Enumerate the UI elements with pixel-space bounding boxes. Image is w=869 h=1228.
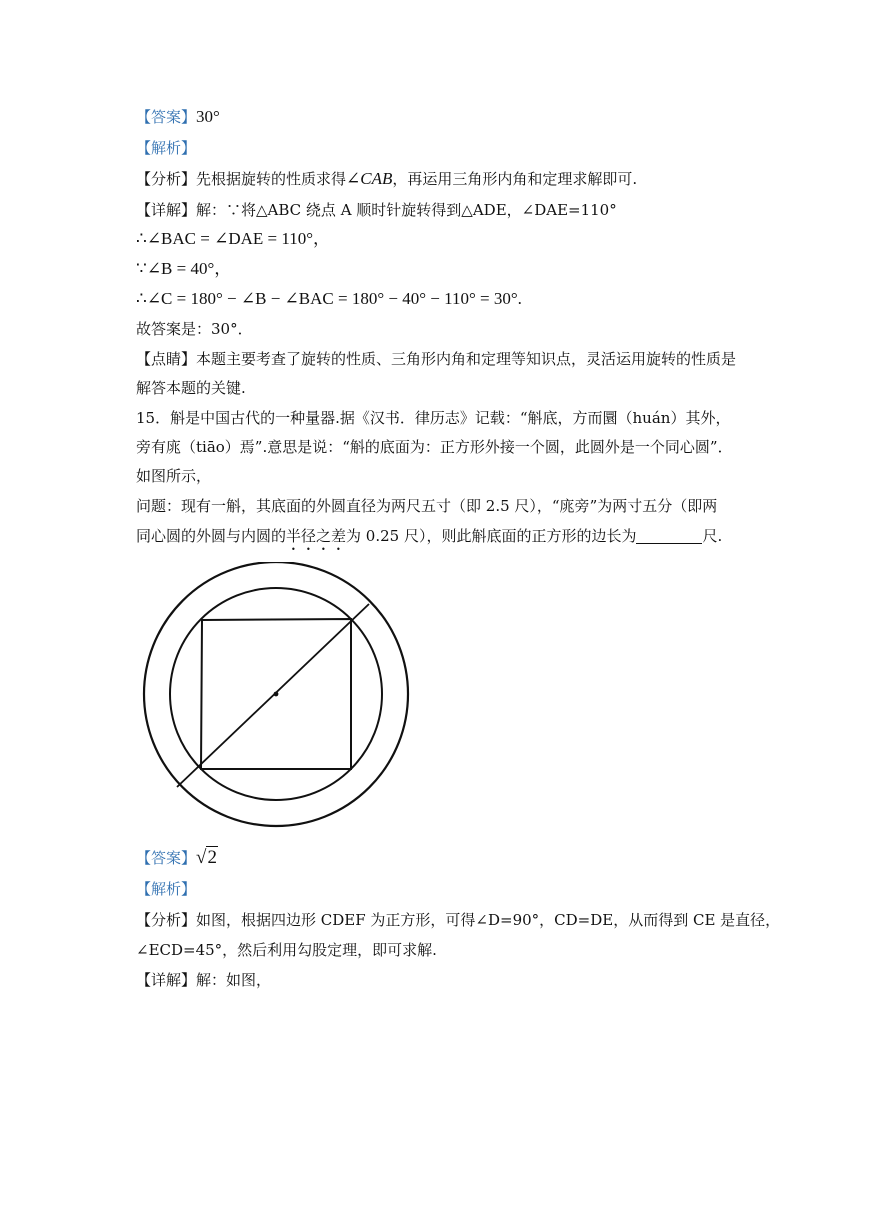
answer2-tag: 【答案】 [136, 849, 197, 867]
fenxi-2 [136, 909, 780, 931]
answer-value: 30° [196, 107, 220, 126]
q15-line5-emph: 半径之差 [286, 527, 347, 545]
step-3: ∴∠C = 180° − ∠B − ∠BAC = 180° − 40° − 110° = 30°. [136, 289, 522, 308]
fenxi2-tag: 【分析】 [136, 911, 197, 929]
analysis2-tag: 【解析】 [136, 880, 197, 898]
diagonal-line [177, 604, 369, 787]
answer-1 [136, 106, 220, 128]
xiangjie2-text: 解：如图， [196, 971, 272, 989]
fenxi2-text-a: 如图，根据四边形 CDEF 为正方形，可得∠D=90°，CD=DE，从而得到 CE 是直径， [196, 911, 781, 929]
q15-line4: 问题：现有一斛，其底面的外圆直径为两尺五寸（即 2.5 尺），“庣旁”为两寸五分（即两 [136, 497, 718, 515]
xiangjie-tag: 【详解】 [136, 201, 197, 219]
fenxi-tag: 【分析】 [136, 170, 197, 188]
analysis-2 [136, 878, 196, 900]
xiangjie-2 [136, 969, 271, 991]
xiangjie2-tag: 【详解】 [136, 971, 197, 989]
step-1: ∴∠BAC = ∠DAE = 110°， [136, 229, 331, 248]
step-2: ∵∠B = 40°， [136, 259, 232, 278]
xiangjie-1 [136, 199, 617, 221]
q15-line3: 如图所示， [136, 467, 212, 485]
fenxi2-text-b: ∠ECD=45°，然后利用勾股定理，即可求解. [136, 941, 437, 959]
fenxi-1 [136, 168, 637, 190]
q15-line5-b: 为 0.25 尺），则此斛底面的正方形的边长为 [346, 527, 637, 545]
fenxi-text-b: ，再运用三角形内角和定理求解即可. [392, 170, 638, 188]
analysis-tag: 【解析】 [136, 139, 197, 157]
dianjing-text-a: 本题主要考查了旋转的性质、三角形内角和定理等知识点，灵活运用旋转的性质是 [196, 350, 737, 368]
center-point [274, 692, 279, 697]
dianjing-tag: 【点睛】 [136, 350, 197, 368]
fenxi-math: ∠CAB [346, 169, 393, 188]
answer-blank [636, 527, 702, 544]
answer-tag: 【答案】 [136, 108, 197, 126]
dianjing-1 [136, 348, 736, 370]
sqrt-radicand: 2 [207, 847, 217, 868]
dianjing-text-b: 解答本题的关键. [136, 379, 246, 397]
answer-2 [136, 847, 218, 869]
q15-line1: 15．斛是中国古代的一种量器.据《汉书．律历志》记载：“斛底，方而圜（huán）其外， [136, 409, 731, 427]
concentric-circles-square-figure [142, 562, 412, 832]
xiangjie-text: 解：∵将△ABC 绕点 A 顺时针旋转得到△ADE，∠DAE=110° [196, 201, 617, 219]
q15-line5-a: 同心圆的外圆与内圆的 [136, 527, 287, 545]
q15-line2: 旁有庣（tiāo）焉”.意思是说：“斛的底面为：正方形外接一个圆，此圆外是一个同心圆”． [136, 438, 733, 456]
q15-line5 [136, 525, 722, 554]
sqrt-answer: √2 [196, 847, 217, 868]
fenxi-text-a: 先根据旋转的性质求得 [196, 170, 347, 188]
conclusion-1: 故答案是：30°． [136, 320, 253, 338]
analysis-1 [136, 137, 196, 159]
q15-line5-c: 尺. [702, 527, 723, 545]
